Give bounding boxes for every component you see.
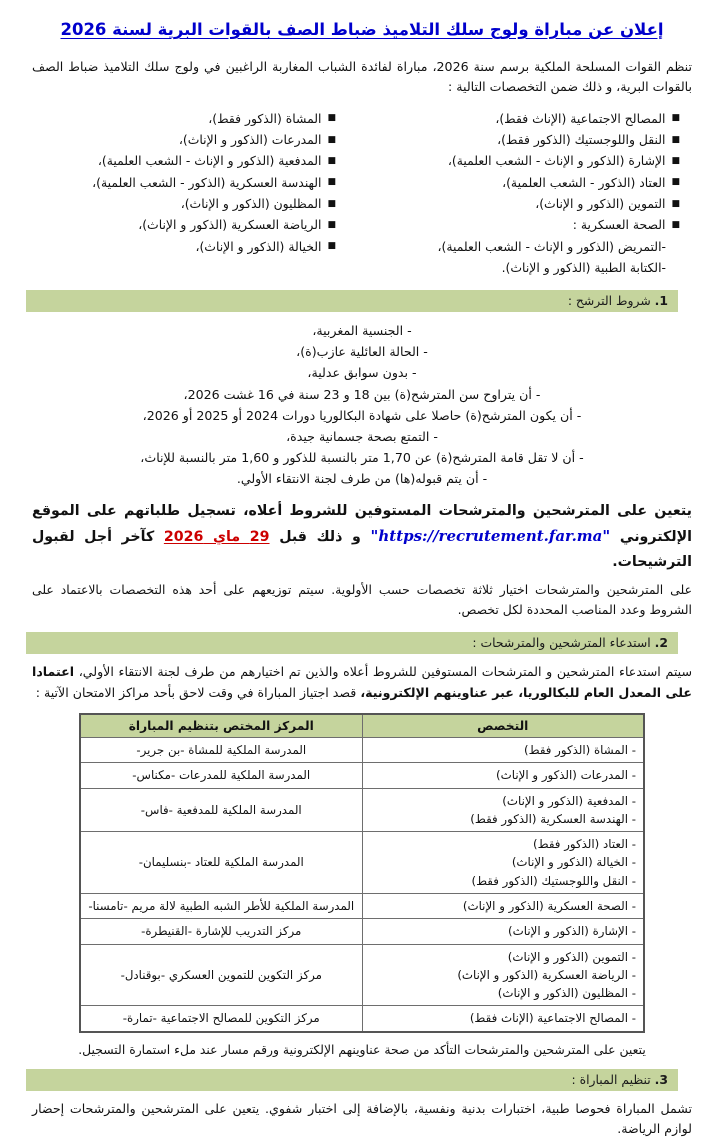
section-number: 1. <box>654 293 668 309</box>
specialty-line: - الرياضة العسكرية (الذكور و الإناث) <box>457 967 636 982</box>
table-body <box>80 738 644 1032</box>
list-item <box>28 150 336 171</box>
specialty-line: - المظليون (الذكور و الإناث) <box>497 986 636 1001</box>
table-row <box>80 1006 644 1032</box>
list-item <box>28 193 336 214</box>
recruitment-website-link[interactable]: "https://recrutement.far.ma" <box>370 526 611 545</box>
table-header-row <box>80 714 644 738</box>
cell-specialty <box>362 763 644 788</box>
specialty-line: - المشاة (الذكور فقط) <box>524 743 636 758</box>
list-item-label: المظليون (الذكور و الإناث)، <box>180 195 322 211</box>
specialty-line: - الخيالة (الذكور و الإناث) <box>511 855 636 870</box>
bullet-icon: ■ <box>327 177 336 188</box>
organization-paragraph: تشمل المباراة فحوصا طبية، اختبارات بدنية ونفسية، بالإضافة إلى اختبار شفوي. يتعين على المترشحين والمترشحات إحضار لوازم الرياضة. <box>32 1101 692 1137</box>
list-item <box>28 236 336 257</box>
specialty-line: - الصحة العسكرية (الذكور و الإناث) <box>462 898 636 913</box>
section-heading-conditions <box>26 290 678 312</box>
bullet-icon: ■ <box>327 219 336 230</box>
list-item-label: الخيالة (الذكور و الإناث)، <box>195 238 322 254</box>
email-verification-note: يتعين على المترشحين والمترشحات التأكد من صحة عناوينهم الإلكترونية ورقم مسار عند ملء استمارة التسجيل. <box>78 1041 646 1057</box>
invitation-text-c: قصد اجتياز المباراة في وقت لاحق بأحد مراكز الامتحان الآتية : <box>35 684 357 700</box>
section-heading-label: استدعاء المترشحين والمترشحات : <box>472 635 651 651</box>
specialty-choice-note: على المترشحين والمترشحات اختيار ثلاثة تخصصات حسب الأولوية. سيتم توزيعهم على أحد هذه التخصصات بالاعتماد على الشروط وعدد المناصب المحددة لكل تخصص. <box>32 582 692 618</box>
specialty-line: - النقل واللوجستيك (الذكور فقط) <box>471 873 636 888</box>
table-row <box>80 919 644 944</box>
bullet-icon: ■ <box>671 198 680 209</box>
table-row <box>80 738 644 763</box>
list-item: - الجنسية المغربية، <box>312 323 412 339</box>
list-item: - أن لا تقل قامة المترشح(ة) عن 1,70 متر بالنسبة للذكور و 1,60 متر بالنسبة للإناث، <box>140 450 584 466</box>
list-item <box>28 129 336 150</box>
specialties-right-column <box>28 108 372 279</box>
cell-center: مركز التدريب للإشارة -القنيطرة- <box>80 919 362 944</box>
list-item <box>28 214 336 235</box>
table-row <box>80 944 644 1006</box>
cell-center: مركز التكوين للمصالح الاجتماعية -تمارة- <box>80 1006 362 1032</box>
exam-centers-table <box>79 713 645 1033</box>
table-head <box>80 714 644 738</box>
cell-specialty <box>362 944 644 1006</box>
specialty-line: - العتاد (الذكور فقط) <box>533 837 636 852</box>
table-row <box>80 763 644 788</box>
section-number: 3. <box>654 1072 668 1088</box>
column-header-specialty: التخصص <box>362 714 644 738</box>
section-heading-label: تنظيم المباراة : <box>571 1072 651 1088</box>
list-item <box>28 108 336 129</box>
list-item <box>372 193 680 214</box>
bullet-icon: ■ <box>671 177 680 188</box>
specialty-line: - التموين (الذكور و الإناث) <box>507 949 636 964</box>
list-item <box>372 108 680 129</box>
conditions-list <box>14 320 710 489</box>
cell-center: المدرسة الملكية للمدفعية -فاس- <box>80 788 362 832</box>
section-heading-organization <box>26 1069 678 1091</box>
registration-text-before: يتعين على المترشحين والمترشحات المستوفين للشروط أعلاه، تسجيل طلباتهم على الموقع الإلكتروني <box>32 503 692 545</box>
list-item-label: المدرعات (الذكور و الإناث)، <box>178 131 322 147</box>
list-item-label: المصالح الاجتماعية (الإناث فقط)، <box>495 110 666 126</box>
section-heading-label: شروط الترشح : <box>567 293 651 309</box>
registration-text-middle: و ذلك قبل <box>279 528 361 545</box>
bullet-icon: ■ <box>327 198 336 209</box>
list-item <box>28 172 336 193</box>
table-row <box>80 832 644 894</box>
specialty-line: - الهندسة العسكرية (الذكور فقط) <box>470 811 636 826</box>
registration-text-after: كآخر أجل لقبول الترشيحات. <box>32 528 692 570</box>
list-item <box>372 150 680 171</box>
deadline-date: 29 ماي 2026 <box>163 528 270 545</box>
cell-specialty <box>362 788 644 832</box>
cell-specialty <box>362 832 644 894</box>
page-title: إعلان عن مباراة ولوج سلك التلاميذ ضباط الصف بالقوات البرية لسنة 2026 <box>60 20 664 39</box>
cell-center: مركز التكوين للتموين العسكري -بوقنادل- <box>80 944 362 1006</box>
bullet-icon: ■ <box>327 113 336 124</box>
list-item: - أن يتراوح سن المترشح(ة) بين 18 و 23 سنة في 16 غشت 2026، <box>183 386 541 402</box>
bullet-icon: ■ <box>671 134 680 145</box>
specialty-line: - المصالح الاجتماعية (الإناث فقط) <box>469 1011 636 1026</box>
cell-specialty <box>362 738 644 763</box>
specialties-left-column <box>372 108 690 279</box>
list-item: - الحالة العائلية عازب(ة)، <box>296 344 428 360</box>
cell-center: المدرسة الملكية للمدرعات -مكناس- <box>80 763 362 788</box>
list-item: - أن يتم قبوله(ها) من طرف لجنة الانتقاء الأولي. <box>236 471 488 487</box>
list-item: - أن يكون المترشح(ة) حاصلا على شهادة البكالوريا دورات 2024 أو 2025 أو 2026، <box>142 407 582 423</box>
list-item-label: المشاة (الذكور فقط)، <box>208 110 322 126</box>
specialty-line: - المدرعات (الذكور و الإناث) <box>496 768 636 783</box>
exam-centers-table-wrapper <box>79 713 645 1033</box>
bullet-icon: ■ <box>327 241 336 252</box>
bullet-icon: ■ <box>327 134 336 145</box>
list-item-label: الصحة العسكرية : <box>572 217 666 233</box>
bullet-icon: ■ <box>671 113 680 124</box>
specialties-two-column-list <box>14 108 710 279</box>
list-item-label: التموين (الذكور و الإناث)، <box>535 195 666 211</box>
cell-specialty <box>362 893 644 918</box>
list-item <box>372 172 680 193</box>
cell-center: المدرسة الملكية للأطر الشبه الطبية لالة مريم -تامسنا- <box>80 893 362 918</box>
section-heading-invitation <box>26 632 678 654</box>
table-row <box>80 788 644 832</box>
list-item-label: -التمريض (الذكور و الإناث - الشعب العلمية)، <box>437 238 666 254</box>
list-item: - بدون سوابق عدلية، <box>307 365 417 381</box>
list-item <box>372 129 680 150</box>
bullet-icon: ■ <box>327 155 336 166</box>
specialty-line: - المدفعية (الذكور و الإناث) <box>502 793 636 808</box>
intro-paragraph: تنظم القوات المسلحة الملكية برسم سنة 2026، مباراة لفائدة الشباب المغاربة الراغبين في ولوج سلك التلاميذ ضباط الصف بالقوات البرية، و ذلك ضمن التخصصات التالية : <box>32 58 692 95</box>
list-item-label: الهندسة العسكرية (الذكور - الشعب العلمية)، <box>92 174 322 190</box>
list-item-label: المدفعية (الذكور و الإناث - الشعب العلمية)، <box>97 153 322 169</box>
column-header-center: المركز المختص بتنظيم المباراة <box>80 714 362 738</box>
registration-instructions <box>14 499 710 574</box>
invitation-paragraph <box>14 662 710 703</box>
list-item <box>372 214 680 235</box>
bullet-icon: ■ <box>671 155 680 166</box>
cell-specialty <box>362 919 644 944</box>
list-item: - التمتع بصحة جسمانية جيدة، <box>286 428 438 444</box>
section-number: 2. <box>654 635 668 651</box>
cell-specialty <box>362 1006 644 1032</box>
document-page <box>0 18 724 1137</box>
list-item-label: -الكتابة الطبية (الذكور و الإناث). <box>501 259 666 275</box>
cell-center: المدرسة الملكية للمشاة -بن جرير- <box>80 738 362 763</box>
list-item-label: العتاد (الذكور - الشعب العلمية)، <box>502 174 666 190</box>
invitation-text-a: سيتم استدعاء المترشحين و المترشحات المستوفين للشروط أعلاه والذين تم اختيارهم من طرف لجنة الانتقاء الأولي، <box>78 664 692 680</box>
list-item-label: الرياضة العسكرية (الذكور و الإناث)، <box>138 217 322 233</box>
table-row <box>80 893 644 918</box>
list-item-sub <box>372 257 680 278</box>
list-item-label: الإشارة (الذكور و الإناث - الشعب العلمية)، <box>447 153 666 169</box>
list-item-label: النقل واللوجستيك (الذكور فقط)، <box>497 131 666 147</box>
invitation-text-bold: اعتمادا على المعدل العام للبكالوريا، عبر عناوينهم الإلكترونية، <box>32 664 692 700</box>
cell-center: المدرسة الملكية للعتاد -بنسليمان- <box>80 832 362 894</box>
specialty-line: - الإشارة (الذكور و الإناث) <box>508 924 636 939</box>
list-item-sub <box>372 236 680 257</box>
bullet-icon: ■ <box>671 219 680 230</box>
